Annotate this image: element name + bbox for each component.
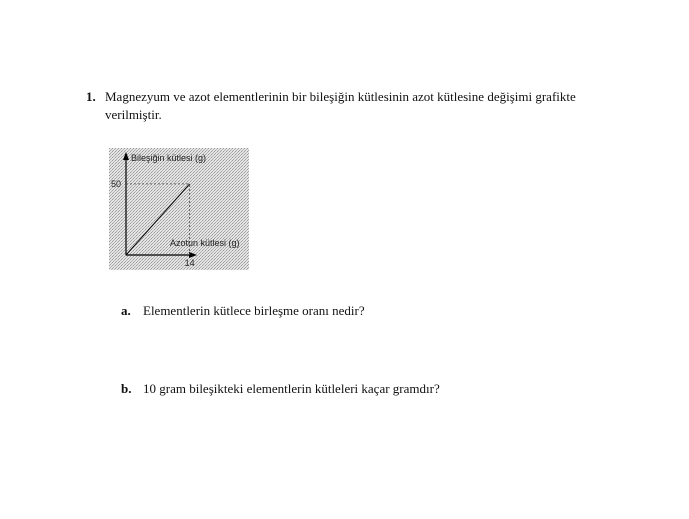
- subquestion-b-letter: b.: [121, 381, 132, 396]
- subquestion-a-letter: a.: [121, 303, 131, 318]
- question-text: Magnezyum ve azot elementlerinin bir bileşiğin kütlesinin azot kütlesine değişimi grafikte verilmiştir.: [105, 89, 576, 122]
- subquestion-a: [121, 302, 365, 320]
- subquestion-b-text: 10 gram bileşikteki elementlerin kütleleri kaçar gramdır?: [143, 381, 440, 396]
- subquestion-a-text: Elementlerin kütlece birleşme oranı nedir?: [143, 303, 365, 318]
- y-tick-label: 50: [111, 178, 122, 189]
- y-axis-label: Bileşiğin kütlesi (g): [131, 153, 207, 163]
- x-axis-label: Azotun kütlesi (g): [170, 238, 240, 248]
- subquestion-b: [121, 380, 440, 398]
- x-tick-label: 14: [184, 258, 195, 268]
- mass-graph: [109, 148, 249, 270]
- question-number: 1.: [86, 89, 96, 104]
- graph-background: [109, 148, 249, 270]
- mass-graph-svg: [109, 148, 249, 270]
